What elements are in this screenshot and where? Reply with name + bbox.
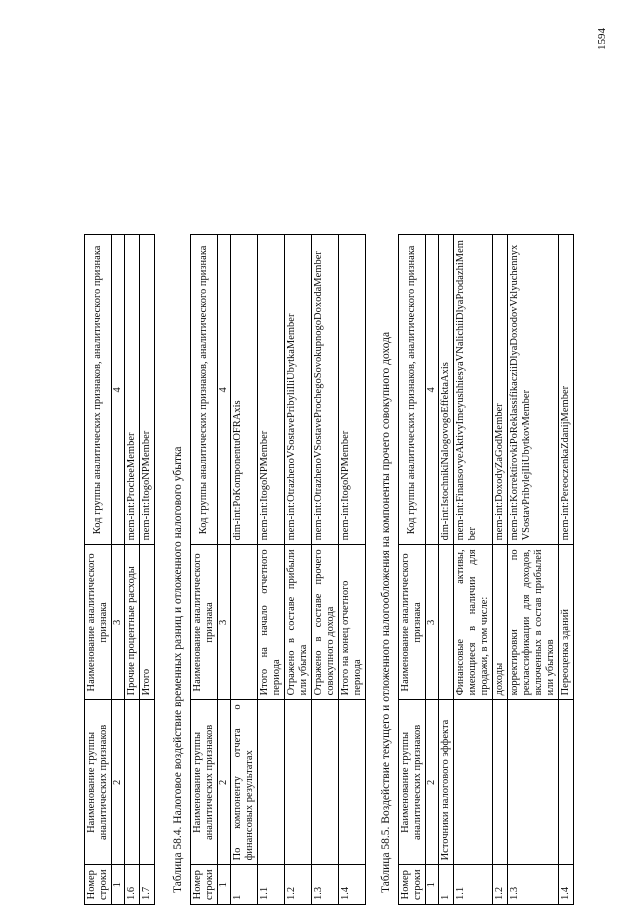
table-row	[454, 235, 493, 905]
table-row	[285, 235, 312, 905]
code-cell: dim-int:PoKomponentuOFRAxis	[231, 235, 258, 545]
group-cell	[339, 700, 366, 865]
row-number: 1.4	[559, 865, 574, 905]
attribute-cell: Отражено в составе прочего совокупного дохода	[312, 545, 339, 700]
attribute-cell: Отражено в составе прибыли или убытка	[285, 545, 312, 700]
row-number: 1.1	[258, 865, 285, 905]
table-row	[231, 235, 258, 905]
attribute-cell: Прочие процентные расходы	[125, 545, 140, 700]
header-group-name: Наименование группы аналитических признаков	[191, 700, 218, 865]
table-row	[493, 235, 508, 905]
row-number: 1	[231, 865, 258, 905]
code-cell: mem-int:DoxodyZaGodMember	[493, 235, 508, 545]
table-row	[312, 235, 339, 905]
code-cell: mem-int:ItogoNPMember	[339, 235, 366, 545]
table-caption: Таблица 58.5. Воздействие текущего и отложенного налогообложения на компоненты прочего совокупного дохода	[380, 331, 392, 893]
column-number: 2	[218, 700, 231, 865]
attribute-cell: Финансовые активы, имеющиеся в наличии для продажи, в том числе:	[454, 545, 493, 700]
group-cell	[559, 700, 574, 865]
code-cell: mem-int:ItogoNPMember	[258, 235, 285, 545]
row-number: 1.6	[125, 865, 140, 905]
column-number: 3	[218, 545, 231, 700]
column-number: 4	[426, 235, 439, 545]
column-number: 2	[426, 700, 439, 865]
row-number: 1.2	[493, 865, 508, 905]
header-attribute-name: Наименование аналитического признака	[85, 545, 112, 700]
column-number: 2	[112, 700, 125, 865]
group-cell	[285, 700, 312, 865]
row-number: 1.3	[312, 865, 339, 905]
header-row-number: Номер строки	[85, 865, 112, 905]
code-cell: mem-int:ProcheeMember	[125, 235, 140, 545]
attribute-cell: доходы	[493, 545, 508, 700]
column-number: 3	[426, 545, 439, 700]
header-row-number: Номер строки	[191, 865, 218, 905]
table-header-row	[85, 235, 112, 905]
row-number: 1.2	[285, 865, 312, 905]
group-cell	[258, 700, 285, 865]
table-58-5	[398, 234, 574, 905]
row-number: 1.4	[339, 865, 366, 905]
group-cell: Источники налогового эффекта	[439, 700, 454, 865]
column-number: 4	[218, 235, 231, 545]
attribute-cell: Переоценка зданий	[559, 545, 574, 700]
table-row	[258, 235, 285, 905]
attribute-cell	[231, 545, 258, 700]
table-row	[559, 235, 574, 905]
group-cell	[454, 700, 493, 865]
header-code: Код группы аналитических признаков, аналитического признака	[85, 235, 112, 545]
table-58-4	[190, 234, 366, 905]
group-cell	[508, 700, 559, 865]
code-cell: mem-int:PereoczenkaZdanijMember	[559, 235, 574, 545]
header-group-name: Наименование группы аналитических признаков	[85, 700, 112, 865]
code-cell: dim-int:IstochnikiNalogovogoEffektaAxis	[439, 235, 454, 545]
row-number: 1.1	[454, 865, 493, 905]
header-attribute-name: Наименование аналитического признака	[399, 545, 426, 700]
table-header-row	[191, 235, 218, 905]
column-number: 4	[112, 235, 125, 545]
attribute-cell: Итого на конец отчетного периода	[339, 545, 366, 700]
row-number: 1.7	[140, 865, 155, 905]
column-number: 1	[218, 865, 231, 905]
attribute-cell: Итого на начало отчетного периода	[258, 545, 285, 700]
table-row	[140, 235, 155, 905]
column-number-row	[426, 235, 439, 905]
table-row	[125, 235, 140, 905]
row-number: 1	[439, 865, 454, 905]
table-header-row	[399, 235, 426, 905]
header-code: Код группы аналитических признаков, аналитического признака	[191, 235, 218, 545]
group-cell	[493, 700, 508, 865]
column-number: 1	[112, 865, 125, 905]
header-row-number: Номер строки	[399, 865, 426, 905]
code-cell: mem-int:FinansovyeAktivyImeyushhiesyaVNalichiiDlyaProdazhiMember	[454, 235, 493, 545]
table-row	[339, 235, 366, 905]
column-number: 3	[112, 545, 125, 700]
table-caption: Таблица 58.4. Налоговое воздействие временных разниц и отложенного налогового убытка	[172, 446, 184, 893]
page-number: 1594	[596, 28, 608, 50]
row-number: 1.3	[508, 865, 559, 905]
table-row	[508, 235, 559, 905]
table-row	[439, 235, 454, 905]
code-cell: mem-int:KorrektirovkiPoReklassifikacziiDlyaDoxodovVklyuchennyxVSostavPribylejIliUbytkovMember	[508, 235, 559, 545]
table-interest-expenses	[84, 234, 155, 905]
group-cell	[140, 700, 155, 865]
code-cell: mem-int:OtrazhenoVSostaveProchegoSovokupnogoDoxodaMember	[312, 235, 339, 545]
column-number: 1	[426, 865, 439, 905]
header-attribute-name: Наименование аналитического признака	[191, 545, 218, 700]
code-cell: mem-int:OtrazhenoVSostavePribyliIliUbytkaMember	[285, 235, 312, 545]
attribute-cell: Итого	[140, 545, 155, 700]
group-cell	[125, 700, 140, 865]
group-cell: По компоненту отчета о финансовых результатах	[231, 700, 258, 865]
group-cell	[312, 700, 339, 865]
attribute-cell: корректировки по реклассификации для доходов, включенных в состав прибылей или убытков	[508, 545, 559, 700]
column-number-row	[218, 235, 231, 905]
column-number-row	[112, 235, 125, 905]
header-code: Код группы аналитических признаков, аналитического признака	[399, 235, 426, 545]
code-cell: mem-int:ItogoNPMember	[140, 235, 155, 545]
attribute-cell	[439, 545, 454, 700]
header-group-name: Наименование группы аналитических признаков	[399, 700, 426, 865]
